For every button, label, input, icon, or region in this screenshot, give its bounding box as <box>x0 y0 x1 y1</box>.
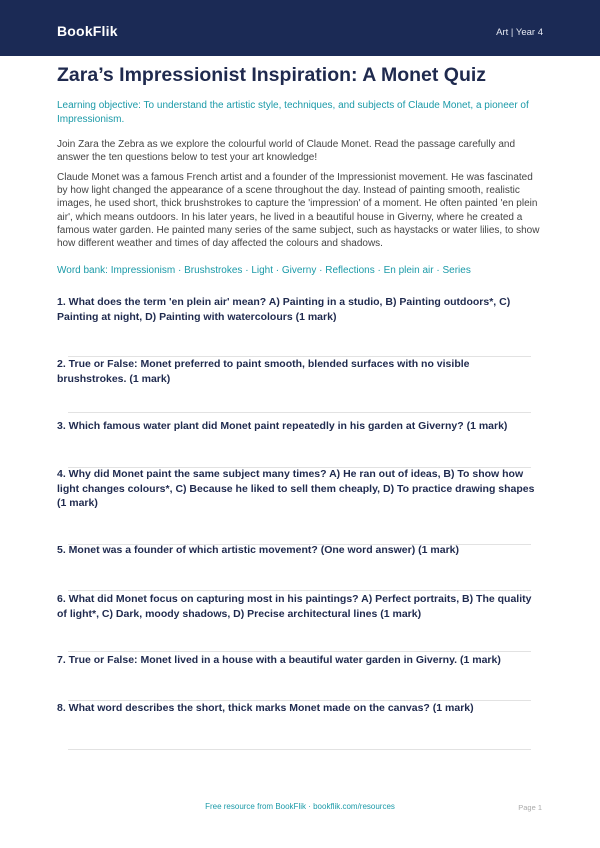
question-4: 4. Why did Monet paint the same subject many times? A) He ran out of ideas, B) To show how light changes colours*, C) Because he liked to sell them cheaply, D) To practice drawing shapes (1 mark) <box>57 468 535 509</box>
answer-line-5[interactable] <box>68 590 531 591</box>
question-6: 6. What did Monet focus on capturing most in his paintings? A) Perfect portraits, B) The quality of light*, C) Dark, moody shadows, D) Precise architectural lines (1 mark) <box>57 593 532 620</box>
question-1: 1. What does the term 'en plein air' mean? A) Painting in a studio, B) Painting outdoors*, C) Painting at night, D) Painting with watercolours (1 mark) <box>57 296 511 323</box>
question-5: 5. Monet was a founder of which artistic movement? (One word answer) (1 mark) <box>57 544 459 556</box>
brand-logo[interactable]: BookFlik <box>57 23 118 39</box>
learning-objective: Learning objective: To understand the artistic style, techniques, and subjects of Claude Monet, a pioneer of Impressionism. <box>57 100 529 125</box>
answer-line-8[interactable] <box>68 749 531 750</box>
subject-year-label: Art | Year 4 <box>496 27 543 38</box>
page-number: Page 1 <box>518 803 542 812</box>
question-8: 8. What word describes the short, thick marks Monet made on the canvas? (1 mark) <box>57 702 474 714</box>
word-bank: Word bank: Impressionism · Brushstrokes · Light · Giverny · Reflections · En plein air · Series <box>57 265 471 276</box>
footer-link[interactable]: Free resource from BookFlik · bookflik.com/resources <box>205 802 395 811</box>
page-title: Zara’s Impressionist Inspiration: A Monet Quiz <box>57 64 487 86</box>
question-2: 2. True or False: Monet preferred to paint smooth, blended surfaces with no visible brushstrokes. (1 mark) <box>57 358 470 385</box>
answer-line-2[interactable] <box>68 412 531 413</box>
answer-line-6[interactable] <box>68 651 531 652</box>
question-7: 7. True or False: Monet lived in a house with a beautiful water garden in Giverny. (1 mark) <box>57 654 501 666</box>
intro-paragraph: Join Zara the Zebra as we explore the colourful world of Claude Monet. Read the passage carefully and answer the ten questions below to test your art knowledge! <box>57 139 516 164</box>
question-3: 3. Which famous water plant did Monet paint repeatedly in his garden at Giverny? (1 mark) <box>57 420 508 432</box>
header-bar <box>0 0 600 56</box>
reading-passage: Claude Monet was a famous French artist and a founder of the Impressionist movement. He was fascinated by how light changed the appearance of a scene throughout the day. Instead of painting smooth, realistic images, he used short, thick brushstrokes to capture the 'impression' of a moment. He often painted 'en plein air', which means outdoors. In his later years, he lived in a beautiful house in Giverny, where he created a famous water garden. He painted many series of the same subject, such as haystacks or water lilies, to show how different weather and times of day affected the colours and shadows. <box>57 172 540 250</box>
